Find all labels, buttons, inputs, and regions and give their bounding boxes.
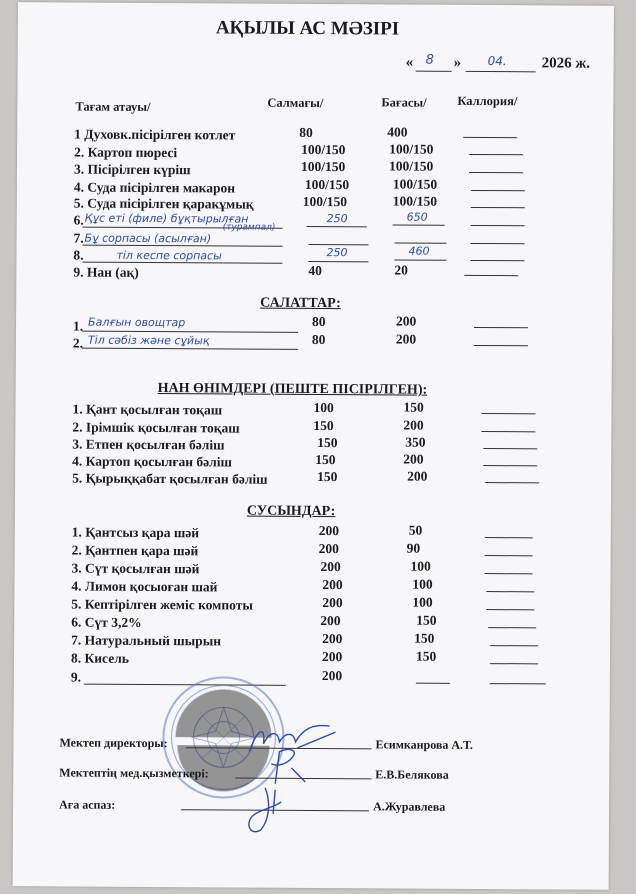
handwritten-dish: тіл кеспе сорпасы — [116, 248, 222, 263]
drink-label: 9. — [70, 669, 82, 685]
signature-name: Е.В.Белякова — [375, 767, 449, 782]
signature-name: А.Журавлева — [373, 799, 446, 814]
date-day-line — [416, 71, 452, 72]
header-name: Тағам атауы/ — [75, 99, 151, 114]
bakery-price: 200 — [403, 451, 424, 467]
calorie-line — [488, 627, 536, 628]
calorie-line — [463, 137, 517, 138]
main-item-weight: 250 — [326, 212, 348, 226]
salad-label: 1. — [72, 318, 84, 334]
header-weight: Салмағы/ — [267, 95, 324, 111]
drink-weight: 200 — [322, 577, 343, 593]
signature-name: Есимканрова А.Т. — [375, 737, 473, 752]
bakery-weight: 150 — [313, 417, 334, 434]
drink-label: 3. Сүт қосылған шәй — [71, 560, 200, 577]
price-line — [393, 224, 445, 225]
chef-signature — [235, 784, 295, 836]
main-item-price: 100/150 — [388, 158, 434, 174]
price-line — [416, 683, 450, 684]
handwritten-dish: Балғын овощтар — [88, 315, 186, 330]
main-item-label: 3. Пісірілген күріш — [73, 161, 191, 178]
bakery-label: 5. Қырыққабат қосылған бәліш — [72, 470, 268, 487]
date-year: 2026 ж. — [541, 55, 591, 72]
date-month-line — [466, 71, 536, 72]
salad-weight: 80 — [312, 313, 326, 330]
section-heading-salads: САЛАТТАР: — [260, 295, 341, 312]
bakery-weight: 150 — [317, 469, 338, 485]
medic-signature — [261, 746, 321, 786]
page-title: АҚЫЛЫ АС МӘЗІРІ — [215, 17, 400, 40]
section-heading-bakery: НАН ӨНІМДЕРІ (ПЕШТЕ ПІСІРІЛГЕН): — [157, 381, 428, 398]
calorie-line — [490, 683, 546, 684]
header-calories: Каллория/ — [457, 93, 518, 109]
calorie-line — [471, 225, 525, 226]
drink-weight: 200 — [318, 523, 340, 539]
main-item-label: 1 Духовк.пісірілген котлет — [74, 126, 236, 143]
signature-role: Мектеп директоры: — [59, 735, 168, 751]
bakery-weight: 150 — [317, 435, 338, 451]
main-item-label: 2. Картоп пюресі — [74, 144, 178, 161]
drink-price: 100 — [410, 558, 431, 574]
bakery-label: 4. Картоп қосылған бәліш — [72, 453, 232, 470]
drink-weight: 200 — [318, 541, 339, 557]
drink-weight: 200 — [321, 649, 343, 665]
calorie-line — [471, 190, 525, 191]
date-close-quote: » — [453, 54, 462, 71]
main-item-weight: 100/150 — [300, 158, 346, 175]
drink-label: 6. Сүт 3,2% — [71, 614, 142, 630]
main-item-price: 650 — [406, 210, 428, 224]
calorie-line — [464, 275, 518, 276]
main-item-price: 100/150 — [392, 176, 438, 192]
calorie-line — [485, 573, 533, 574]
main-item-label: 4. Суда пісірілген макарон — [73, 179, 236, 196]
main-item-weight: 80 — [299, 124, 313, 140]
main-item-price: 100/150 — [389, 141, 434, 157]
bakery-label: 2. Ірімшік қосылған тоқаш — [72, 419, 240, 436]
handwritten-note: (турампал) — [222, 222, 276, 233]
drink-price: 100 — [412, 576, 433, 592]
calorie-line — [470, 260, 524, 261]
main-item-label: 7. — [73, 230, 84, 246]
drink-label: 4. Лимон қосыоған шай — [71, 578, 218, 595]
salad-price: 200 — [396, 313, 417, 329]
calorie-line — [490, 645, 538, 646]
menu-sheet — [13, 2, 614, 890]
main-item-weight: 40 — [308, 262, 322, 279]
header-price: Бағасы/ — [381, 95, 427, 110]
bakery-weight: 100 — [313, 399, 334, 416]
weight-line — [307, 226, 367, 227]
calorie-line — [485, 482, 539, 483]
drink-price: 150 — [414, 630, 435, 646]
calorie-line — [474, 327, 528, 328]
main-item-weight: 100/150 — [304, 176, 350, 193]
dish-line — [82, 348, 298, 350]
main-item-label: 8. — [73, 247, 84, 263]
main-item-label: 5. Суда пісірілген қаракұмық — [73, 195, 254, 212]
signature-role: Аға аспаз: — [59, 797, 116, 812]
handwritten-dish: Бұ сорпасы (асылған) — [84, 231, 212, 246]
main-item-weight: 100/150 — [302, 193, 348, 210]
dish-line — [83, 245, 283, 247]
drink-price: 100 — [412, 594, 433, 610]
calorie-line — [483, 465, 537, 466]
drink-label: 8. Кисель — [70, 650, 129, 666]
drink-price: 150 — [416, 612, 437, 628]
main-item-weight: 250 — [326, 246, 348, 260]
dish-line — [82, 262, 282, 264]
date-day: 8 — [425, 52, 434, 68]
main-item-weight: 100/150 — [301, 141, 346, 158]
drink-price: 90 — [406, 540, 421, 556]
handwritten-dish: Тіл сәбіз және сұйық — [87, 333, 210, 348]
signature-role: Мектептің мед.қызметкері: — [59, 765, 209, 781]
weight-line — [309, 244, 369, 245]
bakery-weight: 150 — [315, 452, 336, 468]
bakery-label: 1. Қант қосылған тоқаш — [72, 401, 223, 418]
calorie-line — [469, 154, 523, 155]
drink-label: 1. Қантсыз қара шәй — [71, 524, 200, 541]
bakery-price: 150 — [403, 399, 424, 415]
calorie-line — [490, 663, 538, 664]
calorie-line — [469, 172, 523, 173]
main-item-label: 6. — [73, 212, 84, 228]
drink-weight: 200 — [322, 595, 343, 611]
calorie-line — [471, 243, 525, 244]
handwritten-dish: Құс еті (филе) бұқтырылған — [84, 211, 249, 226]
date-open-quote: « — [405, 54, 414, 71]
calorie-line — [481, 413, 535, 414]
bakery-price: 350 — [405, 434, 426, 450]
drink-label: 2. Қантпен қара шәй — [71, 542, 199, 559]
calorie-line — [486, 609, 534, 610]
drink-label: 5. Кептірілген жеміс компоты — [71, 596, 253, 613]
salad-price: 200 — [395, 331, 417, 347]
drink-weight: 200 — [322, 631, 343, 647]
bakery-label: 3. Етпен қосылған бәліш — [72, 436, 225, 453]
main-item-price: 460 — [408, 244, 430, 258]
drink-weight: 200 — [320, 559, 341, 575]
drink-price: 50 — [408, 522, 423, 538]
main-item-price: 100/150 — [392, 193, 438, 209]
salad-weight: 80 — [311, 331, 326, 348]
drink-weight: 200 — [320, 613, 341, 629]
price-line — [395, 242, 447, 243]
bakery-price: 200 — [407, 468, 428, 484]
drink-weight: 200 — [321, 668, 343, 684]
calorie-line — [483, 448, 537, 449]
price-line — [394, 259, 446, 260]
bakery-price: 200 — [403, 417, 424, 433]
calorie-line — [485, 555, 533, 556]
drink-price: 150 — [415, 648, 437, 664]
main-item-price: 20 — [394, 262, 408, 278]
main-item-label: 9. Нан (ақ) — [73, 264, 139, 280]
calorie-line — [474, 345, 528, 346]
date-month: 04. — [487, 54, 507, 69]
calorie-line — [485, 537, 533, 538]
calorie-line — [471, 207, 525, 208]
salad-label: 2. — [72, 335, 84, 351]
section-heading-drinks: СУСЫНДАР: — [246, 503, 336, 520]
dish-line — [82, 331, 298, 333]
calorie-line — [481, 431, 535, 432]
main-item-price: 400 — [387, 124, 408, 140]
calorie-line — [486, 591, 534, 592]
drink-label: 7. Натуральный шырын — [71, 632, 222, 649]
